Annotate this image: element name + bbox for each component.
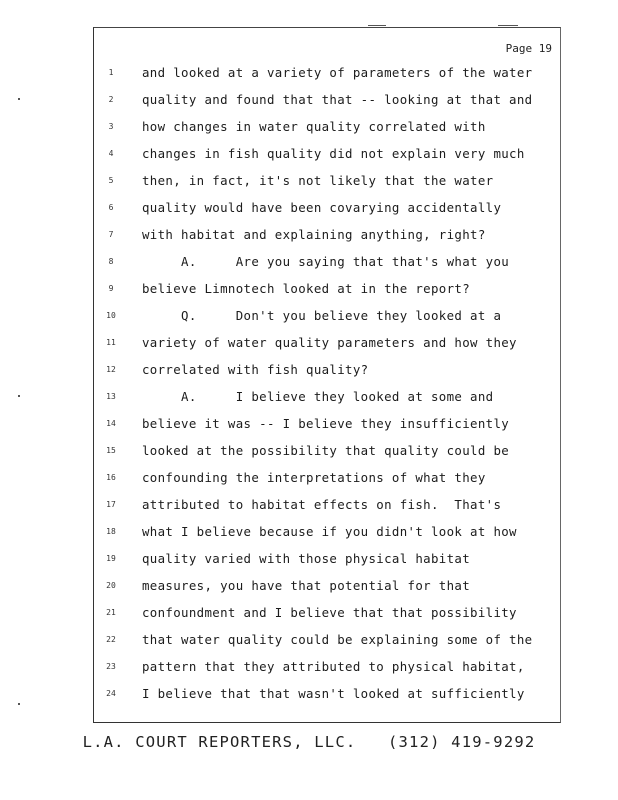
line-number: 1 [108,68,114,77]
line-number: 23 [106,662,116,671]
transcript-line: what I believe because if you didn't look at how [142,524,517,539]
line-number: 10 [106,311,116,320]
line-number: 12 [106,365,116,374]
court-reporter-footer: L.A. COURT REPORTERS, LLC. (312) 419-9292 [82,733,536,751]
transcript-line: how changes in water quality correlated with [142,119,486,134]
scan-speck [18,395,20,397]
transcript-line: pattern that they attributed to physical habitat, [142,659,525,674]
transcript-line: quality would have been covarying accidentally [142,200,502,215]
line-number: 19 [106,554,116,563]
transcript-line: variety of water quality parameters and how they [142,335,517,350]
transcript-page [93,27,561,723]
transcript-line: quality and found that that -- looking at that and [142,92,533,107]
transcript-line: attributed to habitat effects on fish. That's [142,497,502,512]
transcript-line: confounding the interpretations of what they [142,470,486,485]
transcript-line: that water quality could be explaining some of the [142,632,533,647]
line-number: 7 [108,230,114,239]
scan-mark [368,25,386,26]
transcript-line: A. I believe they looked at some and [142,389,494,404]
transcript-line: Q. Don't you believe they looked at a [142,308,502,323]
line-number: 11 [106,338,116,347]
transcript-line: with habitat and explaining anything, right? [142,227,486,242]
transcript-line: then, in fact, it's not likely that the water [142,173,494,188]
transcript-line: A. Are you saying that that's what you [142,254,510,269]
line-number: 15 [106,446,116,455]
transcript-line: looked at the possibility that quality could be [142,443,510,458]
scan-speck [18,703,20,705]
transcript-line: believe it was -- I believe they insufficiently [142,416,510,431]
page-number-label: Page 19 [505,42,552,55]
scan-mark [498,25,518,26]
transcript-line: and looked at a variety of parameters of the water [142,65,533,80]
line-number: 9 [108,284,114,293]
transcript-line: I believe that that wasn't looked at sufficiently [142,686,525,701]
transcript-line: correlated with fish quality? [142,362,369,377]
transcript-line: changes in fish quality did not explain very much [142,146,525,161]
line-number: 22 [106,635,116,644]
line-number: 8 [108,257,114,266]
scan-speck [18,98,20,100]
transcript-line: confoundment and I believe that that possibility [142,605,517,620]
transcript-line: quality varied with those physical habitat [142,551,471,566]
line-number: 4 [108,149,114,158]
line-number: 16 [106,473,116,482]
line-number: 14 [106,419,116,428]
line-number: 17 [106,500,116,509]
transcript-line: measures, you have that potential for that [142,578,471,593]
line-number: 6 [108,203,114,212]
line-number: 20 [106,581,116,590]
line-number: 3 [108,122,114,131]
line-number: 24 [106,689,116,698]
line-number: 21 [106,608,116,617]
line-number: 13 [106,392,116,401]
line-number: 5 [108,176,114,185]
line-number: 2 [108,95,114,104]
transcript-line: believe Limnotech looked at in the report? [142,281,471,296]
line-number: 18 [106,527,116,536]
